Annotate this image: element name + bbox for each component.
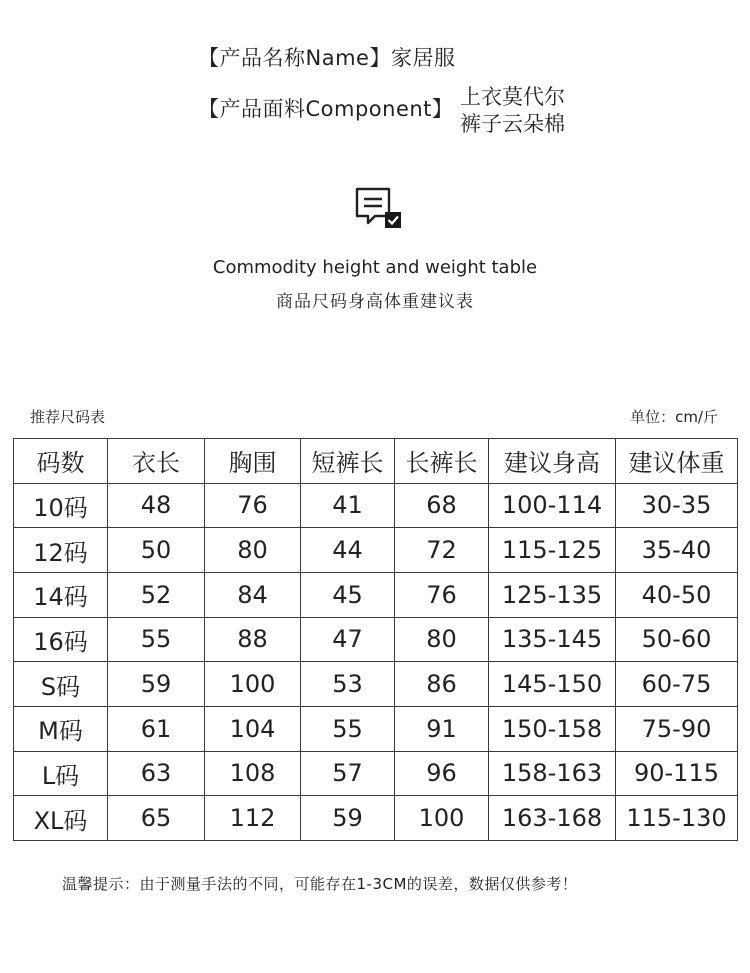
table-cell: 115-125	[489, 528, 616, 573]
table-cell: 145-150	[489, 662, 616, 707]
subtitle-chinese: 商品尺码身高体重建议表	[276, 292, 474, 312]
table-cell: 12码	[14, 528, 108, 573]
table-cell: 44	[301, 528, 395, 573]
table-cell: L码	[14, 751, 108, 796]
table-cell: 96	[395, 751, 489, 796]
product-name-label: 【产品名称Name】	[198, 46, 391, 70]
table-row	[14, 706, 738, 751]
table-cell: 91	[395, 706, 489, 751]
table-cell: 59	[301, 796, 395, 841]
table-cell: 57	[301, 751, 395, 796]
table-cell: 50	[108, 528, 205, 573]
table-row	[14, 662, 738, 707]
table-cell: 90-115	[616, 751, 738, 796]
component-values	[460, 84, 565, 138]
component-label: 【产品面料Component】	[198, 97, 454, 121]
table-cell: 86	[395, 662, 489, 707]
measurement-note: 温馨提示：由于测量手法的不同，可能存在1-3CM的误差，数据仅供参考！	[62, 875, 578, 893]
table-cell: XL码	[14, 796, 108, 841]
table-cell: 75-90	[616, 706, 738, 751]
unit-label: 单位：cm/斤	[630, 408, 718, 426]
table-cell: 115-130	[616, 796, 738, 841]
table-header-cell: 建议身高	[489, 439, 616, 484]
chat-check-icon	[353, 186, 405, 232]
table-cell: 55	[301, 706, 395, 751]
table-cell: M码	[14, 706, 108, 751]
table-cell: 80	[205, 528, 301, 573]
table-cell: 14码	[14, 572, 108, 617]
table-cell: 41	[301, 483, 395, 528]
table-cell: 47	[301, 617, 395, 662]
table-header-cell: 胸围	[205, 439, 301, 484]
table-cell: 65	[108, 796, 205, 841]
table-row	[14, 528, 738, 573]
subtitle-english: Commodity height and weight table	[212, 257, 538, 278]
table-header-cell: 衣长	[108, 439, 205, 484]
table-header-cell: 码数	[14, 439, 108, 484]
table-cell: 16码	[14, 617, 108, 662]
table-cell: 100	[395, 796, 489, 841]
table-cell: 88	[205, 617, 301, 662]
table-cell: 53	[301, 662, 395, 707]
component-pants: 裤子云朵棉	[460, 112, 565, 136]
table-cell: 72	[395, 528, 489, 573]
table-cell: 158-163	[489, 751, 616, 796]
table-cell: 68	[395, 483, 489, 528]
table-cell: 60-75	[616, 662, 738, 707]
table-cell: 61	[108, 706, 205, 751]
table-cell: 59	[108, 662, 205, 707]
table-caption: 推荐尺码表	[30, 408, 106, 426]
table-cell: 48	[108, 483, 205, 528]
component-top: 上衣莫代尔	[460, 85, 565, 109]
product-name-value: 家居服	[390, 46, 456, 70]
table-cell: 150-158	[489, 706, 616, 751]
table-cell: 76	[395, 572, 489, 617]
table-header-cell: 长裤长	[395, 439, 489, 484]
size-table	[13, 438, 738, 841]
table-cell: 163-168	[489, 796, 616, 841]
table-cell: 35-40	[616, 528, 738, 573]
table-header-row	[14, 439, 738, 484]
table-row	[14, 617, 738, 662]
table-cell: 100	[205, 662, 301, 707]
table-cell: 52	[108, 572, 205, 617]
table-cell: 40-50	[616, 572, 738, 617]
table-cell: 84	[205, 572, 301, 617]
table-cell: 125-135	[489, 572, 616, 617]
table-cell: 135-145	[489, 617, 616, 662]
table-cell: 100-114	[489, 483, 616, 528]
table-cell: 45	[301, 572, 395, 617]
table-cell: S码	[14, 662, 108, 707]
table-cell: 108	[205, 751, 301, 796]
table-row	[14, 751, 738, 796]
table-cell: 50-60	[616, 617, 738, 662]
table-row	[14, 796, 738, 841]
table-cell: 112	[205, 796, 301, 841]
table-cell: 63	[108, 751, 205, 796]
table-cell: 76	[205, 483, 301, 528]
table-header-cell: 建议体重	[616, 439, 738, 484]
table-row	[14, 483, 738, 528]
table-cell: 80	[395, 617, 489, 662]
table-row	[14, 572, 738, 617]
table-cell: 104	[205, 706, 301, 751]
table-cell: 30-35	[616, 483, 738, 528]
table-cell: 10码	[14, 483, 108, 528]
product-name-line	[198, 42, 455, 72]
table-header-cell: 短裤长	[301, 439, 395, 484]
table-cell: 55	[108, 617, 205, 662]
